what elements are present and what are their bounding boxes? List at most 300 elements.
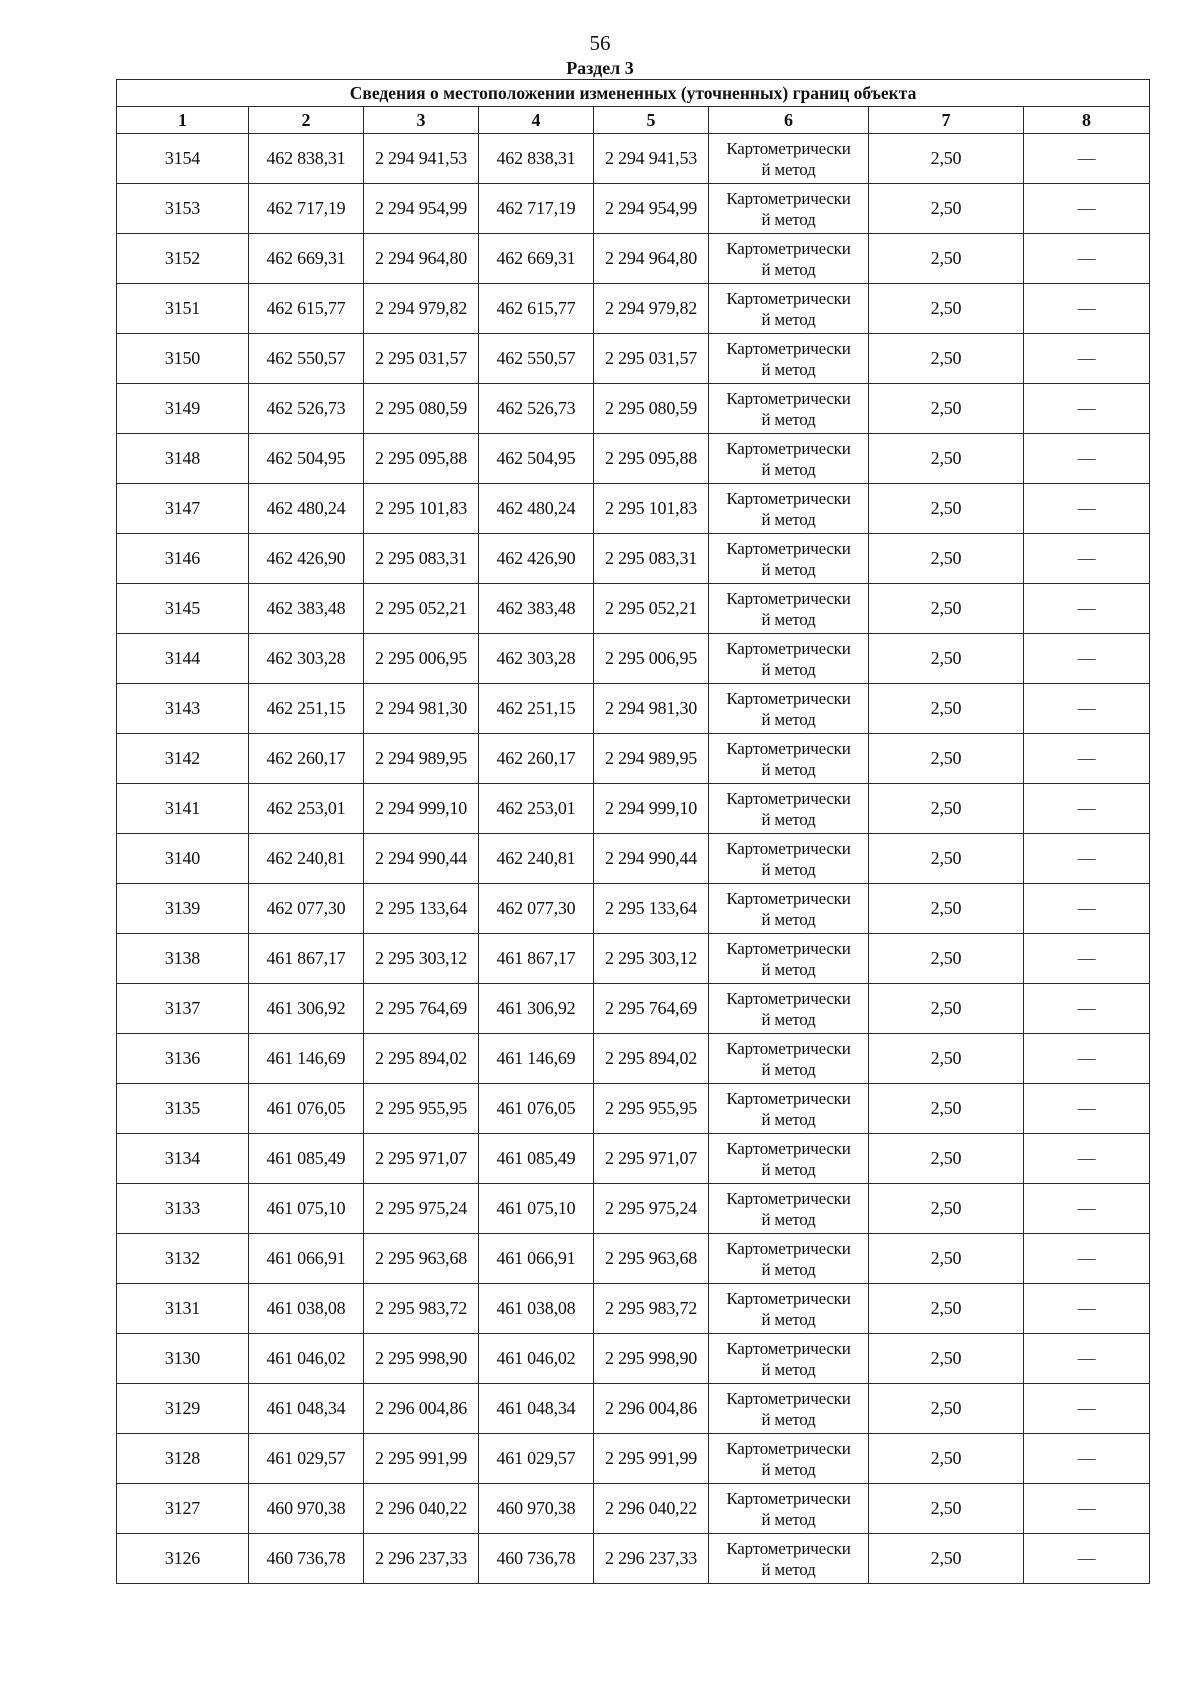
table-row [117, 934, 1150, 984]
x-existing-cell: 462 504,95 [249, 434, 364, 484]
x-new-cell: 461 306,92 [479, 984, 594, 1034]
table-row [117, 584, 1150, 634]
y-new-cell: 2 295 955,95 [594, 1084, 709, 1134]
y-new-cell: 2 294 990,44 [594, 834, 709, 884]
note-cell: — [1024, 784, 1150, 834]
x-existing-cell: 462 550,57 [249, 334, 364, 384]
y-new-cell: 2 295 031,57 [594, 334, 709, 384]
x-existing-cell: 461 038,08 [249, 1284, 364, 1334]
method-text-line: й метод [761, 359, 816, 379]
x-new-cell: 461 048,34 [479, 1384, 594, 1434]
point-number-cell: 3150 [117, 334, 249, 384]
method-text-line: Картометрически [726, 888, 851, 908]
x-existing-cell: 462 253,01 [249, 784, 364, 834]
y-existing-cell: 2 295 031,57 [364, 334, 479, 384]
boundary-coordinates-table [116, 79, 1150, 1584]
method-text-line: й метод [761, 1109, 816, 1129]
column-number: 5 [594, 107, 709, 134]
x-new-cell: 461 075,10 [479, 1184, 594, 1234]
method-cell [709, 1334, 869, 1384]
y-new-cell: 2 295 101,83 [594, 484, 709, 534]
y-existing-cell: 2 295 052,21 [364, 584, 479, 634]
y-new-cell: 2 296 004,86 [594, 1384, 709, 1434]
y-existing-cell: 2 294 941,53 [364, 134, 479, 184]
x-new-cell: 462 383,48 [479, 584, 594, 634]
method-text-line: Картометрически [726, 1238, 851, 1258]
page-number: 56 [589, 31, 611, 55]
point-number-cell: 3129 [117, 1384, 249, 1434]
x-existing-cell: 462 615,77 [249, 284, 364, 334]
column-number: 7 [869, 107, 1024, 134]
y-new-cell: 2 294 941,53 [594, 134, 709, 184]
x-existing-cell: 462 303,28 [249, 634, 364, 684]
precision-cell: 2,50 [869, 384, 1024, 434]
method-text-line: й метод [761, 659, 816, 679]
method-text-line: й метод [761, 1459, 816, 1479]
method-cell [709, 134, 869, 184]
y-new-cell: 2 295 133,64 [594, 884, 709, 934]
x-new-cell: 462 669,31 [479, 234, 594, 284]
y-existing-cell: 2 295 991,99 [364, 1434, 479, 1484]
precision-cell: 2,50 [869, 134, 1024, 184]
method-cell [709, 784, 869, 834]
y-new-cell: 2 295 052,21 [594, 584, 709, 634]
y-existing-cell: 2 296 004,86 [364, 1384, 479, 1434]
method-text-line: й метод [761, 809, 816, 829]
method-text-line: Картометрически [726, 1488, 851, 1508]
method-text-line: й метод [761, 1559, 816, 1579]
method-text-line: й метод [761, 559, 816, 579]
note-cell: — [1024, 134, 1150, 184]
table-row [117, 484, 1150, 534]
table-row [117, 134, 1150, 184]
method-text-line: Картометрически [726, 1438, 851, 1458]
table-body [117, 134, 1150, 1584]
table-row [117, 1434, 1150, 1484]
point-number-cell: 3151 [117, 284, 249, 334]
note-cell: — [1024, 1534, 1150, 1584]
y-new-cell: 2 295 971,07 [594, 1134, 709, 1184]
method-text-line: Картометрически [726, 188, 851, 208]
note-cell: — [1024, 434, 1150, 484]
precision-cell: 2,50 [869, 434, 1024, 484]
y-new-cell: 2 295 998,90 [594, 1334, 709, 1384]
note-cell: — [1024, 834, 1150, 884]
method-cell [709, 884, 869, 934]
y-new-cell: 2 294 954,99 [594, 184, 709, 234]
method-text-line: Картометрически [726, 388, 851, 408]
method-text-line: Картометрически [726, 338, 851, 358]
y-existing-cell: 2 294 964,80 [364, 234, 479, 284]
method-cell [709, 684, 869, 734]
x-new-cell: 462 526,73 [479, 384, 594, 434]
method-text-line: Картометрически [726, 988, 851, 1008]
method-cell [709, 934, 869, 984]
note-cell: — [1024, 484, 1150, 534]
point-number-cell: 3128 [117, 1434, 249, 1484]
y-existing-cell: 2 294 989,95 [364, 734, 479, 784]
precision-cell: 2,50 [869, 684, 1024, 734]
point-number-cell: 3149 [117, 384, 249, 434]
method-text-line: й метод [761, 1409, 816, 1429]
x-existing-cell: 462 240,81 [249, 834, 364, 884]
method-cell [709, 734, 869, 784]
note-cell: — [1024, 1384, 1150, 1434]
point-number-cell: 3135 [117, 1084, 249, 1134]
precision-cell: 2,50 [869, 584, 1024, 634]
table-row [117, 1034, 1150, 1084]
x-new-cell: 462 550,57 [479, 334, 594, 384]
method-cell [709, 284, 869, 334]
y-existing-cell: 2 295 894,02 [364, 1034, 479, 1084]
note-cell: — [1024, 1034, 1150, 1084]
table-row [117, 634, 1150, 684]
y-existing-cell: 2 294 981,30 [364, 684, 479, 734]
x-new-cell: 462 615,77 [479, 284, 594, 334]
note-cell: — [1024, 934, 1150, 984]
method-text-line: Картометрически [726, 1188, 851, 1208]
x-new-cell: 461 867,17 [479, 934, 594, 984]
x-new-cell: 461 066,91 [479, 1234, 594, 1284]
method-cell [709, 834, 869, 884]
column-number: 3 [364, 107, 479, 134]
x-existing-cell: 461 048,34 [249, 1384, 364, 1434]
y-existing-cell: 2 294 954,99 [364, 184, 479, 234]
y-existing-cell: 2 295 133,64 [364, 884, 479, 934]
x-existing-cell: 462 838,31 [249, 134, 364, 184]
x-new-cell: 461 076,05 [479, 1084, 594, 1134]
method-text-line: Картометрически [726, 1338, 851, 1358]
precision-cell: 2,50 [869, 1434, 1024, 1484]
y-new-cell: 2 295 083,31 [594, 534, 709, 584]
x-new-cell: 462 480,24 [479, 484, 594, 534]
table-row [117, 184, 1150, 234]
method-text-line: й метод [761, 1309, 816, 1329]
table-row [117, 1534, 1150, 1584]
y-existing-cell: 2 295 998,90 [364, 1334, 479, 1384]
method-cell [709, 1134, 869, 1184]
method-text-line: й метод [761, 1009, 816, 1029]
table-row [117, 1134, 1150, 1184]
y-new-cell: 2 295 894,02 [594, 1034, 709, 1084]
x-new-cell: 462 426,90 [479, 534, 594, 584]
precision-cell: 2,50 [869, 834, 1024, 884]
x-new-cell: 461 146,69 [479, 1034, 594, 1084]
note-cell: — [1024, 1234, 1150, 1284]
point-number-cell: 3126 [117, 1534, 249, 1584]
method-cell [709, 1234, 869, 1284]
x-existing-cell: 462 426,90 [249, 534, 364, 584]
x-existing-cell: 462 077,30 [249, 884, 364, 934]
point-number-cell: 3137 [117, 984, 249, 1034]
method-cell [709, 234, 869, 284]
method-cell [709, 1484, 869, 1534]
point-number-cell: 3136 [117, 1034, 249, 1084]
method-text-line: й метод [761, 209, 816, 229]
method-text-line: Картометрически [726, 488, 851, 508]
x-new-cell: 461 029,57 [479, 1434, 594, 1484]
method-text-line: й метод [761, 459, 816, 479]
method-text-line: й метод [761, 409, 816, 429]
method-text-line: й метод [761, 609, 816, 629]
note-cell: — [1024, 384, 1150, 434]
point-number-cell: 3143 [117, 684, 249, 734]
precision-cell: 2,50 [869, 184, 1024, 234]
y-existing-cell: 2 295 971,07 [364, 1134, 479, 1184]
x-existing-cell: 462 260,17 [249, 734, 364, 784]
table-row [117, 534, 1150, 584]
precision-cell: 2,50 [869, 1284, 1024, 1334]
method-text-line: Картометрически [726, 238, 851, 258]
note-cell: — [1024, 1434, 1150, 1484]
note-cell: — [1024, 334, 1150, 384]
x-existing-cell: 461 076,05 [249, 1084, 364, 1134]
precision-cell: 2,50 [869, 734, 1024, 784]
x-existing-cell: 462 669,31 [249, 234, 364, 284]
method-text-line: й метод [761, 959, 816, 979]
y-existing-cell: 2 296 237,33 [364, 1534, 479, 1584]
x-existing-cell: 460 736,78 [249, 1534, 364, 1584]
method-cell [709, 984, 869, 1034]
method-text-line: й метод [761, 909, 816, 929]
x-existing-cell: 461 029,57 [249, 1434, 364, 1484]
column-number: 2 [249, 107, 364, 134]
x-existing-cell: 461 146,69 [249, 1034, 364, 1084]
y-existing-cell: 2 295 764,69 [364, 984, 479, 1034]
method-text-line: Картометрически [726, 288, 851, 308]
column-number: 4 [479, 107, 594, 134]
x-existing-cell: 461 085,49 [249, 1134, 364, 1184]
precision-cell: 2,50 [869, 1484, 1024, 1534]
y-existing-cell: 2 295 303,12 [364, 934, 479, 984]
method-text-line: Картометрически [726, 1388, 851, 1408]
x-existing-cell: 461 046,02 [249, 1334, 364, 1384]
x-new-cell: 460 736,78 [479, 1534, 594, 1584]
method-cell [709, 384, 869, 434]
y-existing-cell: 2 294 990,44 [364, 834, 479, 884]
point-number-cell: 3147 [117, 484, 249, 534]
note-cell: — [1024, 534, 1150, 584]
x-new-cell: 462 253,01 [479, 784, 594, 834]
point-number-cell: 3134 [117, 1134, 249, 1184]
table-row [117, 234, 1150, 284]
method-text-line: Картометрически [726, 538, 851, 558]
column-number: 8 [1024, 107, 1150, 134]
table-row [117, 684, 1150, 734]
x-existing-cell: 460 970,38 [249, 1484, 364, 1534]
y-new-cell: 2 295 764,69 [594, 984, 709, 1034]
table-row [117, 1234, 1150, 1284]
table-row [117, 1384, 1150, 1434]
method-text-line: Картометрически [726, 1088, 851, 1108]
x-new-cell: 462 077,30 [479, 884, 594, 934]
y-new-cell: 2 294 989,95 [594, 734, 709, 784]
note-cell: — [1024, 884, 1150, 934]
y-new-cell: 2 295 303,12 [594, 934, 709, 984]
precision-cell: 2,50 [869, 1184, 1024, 1234]
precision-cell: 2,50 [869, 1334, 1024, 1384]
table-row [117, 834, 1150, 884]
method-cell [709, 1084, 869, 1134]
y-existing-cell: 2 295 095,88 [364, 434, 479, 484]
y-new-cell: 2 295 095,88 [594, 434, 709, 484]
method-cell [709, 1534, 869, 1584]
precision-cell: 2,50 [869, 634, 1024, 684]
method-text-line: й метод [761, 1209, 816, 1229]
precision-cell: 2,50 [869, 1034, 1024, 1084]
x-new-cell: 462 303,28 [479, 634, 594, 684]
point-number-cell: 3153 [117, 184, 249, 234]
table-row [117, 334, 1150, 384]
note-cell: — [1024, 1084, 1150, 1134]
point-number-cell: 3142 [117, 734, 249, 784]
table-row [117, 384, 1150, 434]
y-existing-cell: 2 295 983,72 [364, 1284, 479, 1334]
y-new-cell: 2 294 999,10 [594, 784, 709, 834]
table-row [117, 1284, 1150, 1334]
y-new-cell: 2 296 237,33 [594, 1534, 709, 1584]
x-new-cell: 462 717,19 [479, 184, 594, 234]
point-number-cell: 3139 [117, 884, 249, 934]
x-existing-cell: 462 717,19 [249, 184, 364, 234]
method-text-line: й метод [761, 1359, 816, 1379]
x-existing-cell: 462 480,24 [249, 484, 364, 534]
point-number-cell: 3127 [117, 1484, 249, 1534]
method-text-line: Картометрически [726, 788, 851, 808]
precision-cell: 2,50 [869, 1384, 1024, 1434]
method-text-line: й метод [761, 309, 816, 329]
precision-cell: 2,50 [869, 784, 1024, 834]
method-text-line: Картометрически [726, 938, 851, 958]
precision-cell: 2,50 [869, 284, 1024, 334]
method-text-line: Картометрически [726, 638, 851, 658]
point-number-cell: 3145 [117, 584, 249, 634]
method-text-line: й метод [761, 1509, 816, 1529]
x-new-cell: 462 260,17 [479, 734, 594, 784]
x-new-cell: 461 046,02 [479, 1334, 594, 1384]
table-row [117, 1484, 1150, 1534]
precision-cell: 2,50 [869, 1534, 1024, 1584]
table-row [117, 884, 1150, 934]
y-new-cell: 2 294 981,30 [594, 684, 709, 734]
method-text-line: Картометрически [726, 1538, 851, 1558]
note-cell: — [1024, 1284, 1150, 1334]
method-text-line: й метод [761, 1059, 816, 1079]
x-existing-cell: 462 383,48 [249, 584, 364, 634]
section-title: Раздел 3 [566, 58, 634, 78]
table-row [117, 1334, 1150, 1384]
y-new-cell: 2 294 964,80 [594, 234, 709, 284]
y-existing-cell: 2 294 999,10 [364, 784, 479, 834]
point-number-cell: 3141 [117, 784, 249, 834]
table-row [117, 734, 1150, 784]
note-cell: — [1024, 634, 1150, 684]
y-existing-cell: 2 294 979,82 [364, 284, 479, 334]
method-cell [709, 484, 869, 534]
method-text-line: й метод [761, 509, 816, 529]
x-new-cell: 461 038,08 [479, 1284, 594, 1334]
x-new-cell: 462 240,81 [479, 834, 594, 884]
table-row [117, 1084, 1150, 1134]
method-cell [709, 1284, 869, 1334]
method-cell [709, 434, 869, 484]
table-row [117, 784, 1150, 834]
method-text-line: й метод [761, 859, 816, 879]
point-number-cell: 3132 [117, 1234, 249, 1284]
note-cell: — [1024, 684, 1150, 734]
x-new-cell: 462 838,31 [479, 134, 594, 184]
y-existing-cell: 2 295 955,95 [364, 1084, 479, 1134]
note-cell: — [1024, 734, 1150, 784]
column-number-row [117, 107, 1150, 134]
y-existing-cell: 2 295 975,24 [364, 1184, 479, 1234]
y-existing-cell: 2 295 083,31 [364, 534, 479, 584]
method-text-line: й метод [761, 1259, 816, 1279]
y-new-cell: 2 294 979,82 [594, 284, 709, 334]
method-cell [709, 1384, 869, 1434]
x-existing-cell: 461 075,10 [249, 1184, 364, 1234]
point-number-cell: 3144 [117, 634, 249, 684]
method-text-line: Картометрически [726, 1288, 851, 1308]
x-new-cell: 461 085,49 [479, 1134, 594, 1184]
point-number-cell: 3146 [117, 534, 249, 584]
y-existing-cell: 2 296 040,22 [364, 1484, 479, 1534]
precision-cell: 2,50 [869, 934, 1024, 984]
point-number-cell: 3154 [117, 134, 249, 184]
table-row [117, 434, 1150, 484]
method-text-line: Картометрически [726, 838, 851, 858]
point-number-cell: 3133 [117, 1184, 249, 1234]
note-cell: — [1024, 234, 1150, 284]
note-cell: — [1024, 1184, 1150, 1234]
point-number-cell: 3140 [117, 834, 249, 884]
x-existing-cell: 462 251,15 [249, 684, 364, 734]
note-cell: — [1024, 1484, 1150, 1534]
table-row [117, 284, 1150, 334]
note-cell: — [1024, 284, 1150, 334]
note-cell: — [1024, 584, 1150, 634]
method-cell [709, 534, 869, 584]
method-text-line: Картометрически [726, 1038, 851, 1058]
y-new-cell: 2 295 975,24 [594, 1184, 709, 1234]
precision-cell: 2,50 [869, 984, 1024, 1034]
point-number-cell: 3130 [117, 1334, 249, 1384]
method-text-line: й метод [761, 259, 816, 279]
y-new-cell: 2 295 006,95 [594, 634, 709, 684]
precision-cell: 2,50 [869, 484, 1024, 534]
y-existing-cell: 2 295 080,59 [364, 384, 479, 434]
precision-cell: 2,50 [869, 334, 1024, 384]
y-existing-cell: 2 295 963,68 [364, 1234, 479, 1284]
x-new-cell: 462 504,95 [479, 434, 594, 484]
method-text-line: й метод [761, 759, 816, 779]
x-existing-cell: 461 066,91 [249, 1234, 364, 1284]
method-text-line: Картометрически [726, 438, 851, 458]
note-cell: — [1024, 984, 1150, 1034]
precision-cell: 2,50 [869, 534, 1024, 584]
method-text-line: Картометрически [726, 1138, 851, 1158]
x-new-cell: 462 251,15 [479, 684, 594, 734]
method-text-line: Картометрически [726, 588, 851, 608]
table-row [117, 984, 1150, 1034]
y-existing-cell: 2 295 101,83 [364, 484, 479, 534]
precision-cell: 2,50 [869, 1234, 1024, 1284]
y-new-cell: 2 295 963,68 [594, 1234, 709, 1284]
precision-cell: 2,50 [869, 1084, 1024, 1134]
method-cell [709, 1434, 869, 1484]
method-cell [709, 334, 869, 384]
point-number-cell: 3148 [117, 434, 249, 484]
